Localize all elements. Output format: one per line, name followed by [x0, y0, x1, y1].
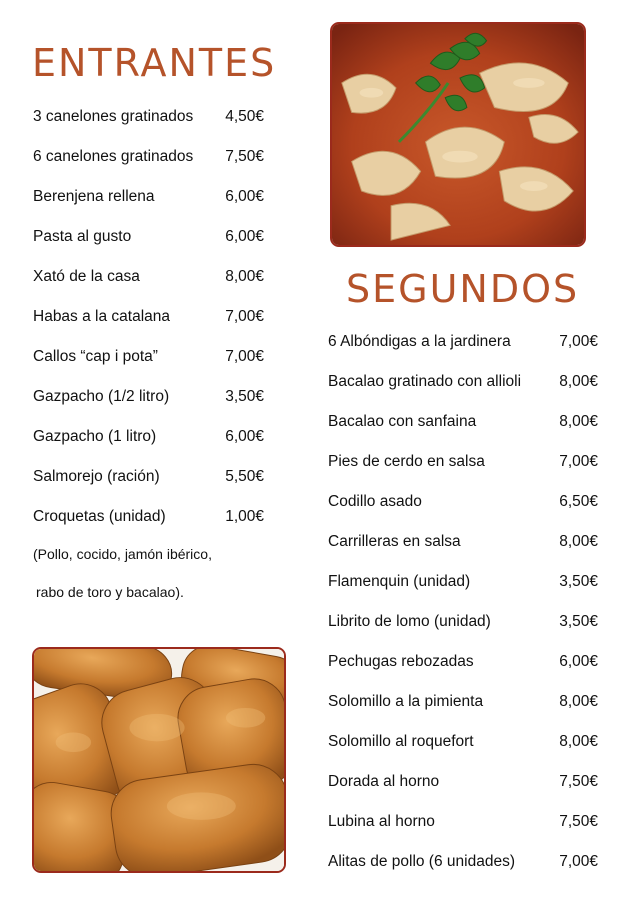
entrantes-menu-item [33, 465, 264, 489]
dish-name: Librito de lomo (unidad) [328, 613, 491, 630]
dish-name: Gazpacho (1 litro) [33, 428, 157, 445]
dish-name: Gazpacho (1/2 litro) [33, 388, 170, 405]
entrantes-menu-item [33, 305, 264, 329]
segundos-menu-item [328, 530, 598, 554]
dish-price: 6,50€ [559, 493, 598, 510]
dish-price: 5,50€ [225, 468, 264, 485]
dish-name: 6 canelones gratinados [33, 148, 194, 165]
dish-name: Bacalao gratinado con allioli [328, 373, 522, 390]
dish-price: 8,00€ [559, 533, 598, 550]
dish-name: Pies de cerdo en salsa [328, 453, 485, 470]
croquetas-photo [32, 647, 286, 873]
dish-name: Berenjena rellena [33, 188, 155, 205]
dish-price: 3,50€ [559, 573, 598, 590]
dish-name: Habas a la catalana [33, 308, 171, 325]
callos-photo [330, 22, 586, 247]
dish-price: 7,00€ [559, 453, 598, 470]
segundos-menu-item [328, 650, 598, 674]
dish-name: Croquetas (unidad) [33, 508, 166, 525]
dish-name: Lubina al horno [328, 813, 435, 830]
dish-price: 1,00€ [225, 508, 264, 525]
dish-name: Pasta al gusto [33, 228, 132, 245]
dish-name: Solomillo al roquefort [328, 733, 474, 750]
entrantes-menu-item [33, 105, 264, 129]
entrantes-menu-item [33, 345, 264, 369]
dish-name: Pechugas rebozadas [328, 653, 474, 670]
dish-price: 7,00€ [225, 348, 264, 365]
segundos-menu-item [328, 610, 598, 634]
entrantes-menu-item [33, 225, 264, 249]
dish-name: 6 Albóndigas a la jardinera [328, 333, 511, 350]
dish-name: Flamenquin (unidad) [328, 573, 471, 590]
dish-price: 7,00€ [225, 308, 264, 325]
dish-price: 7,50€ [559, 773, 598, 790]
segundos-menu-item [328, 810, 598, 834]
entrantes-menu-item [33, 265, 264, 289]
segundos-menu-item [328, 410, 598, 434]
segundos-menu-item [328, 330, 598, 354]
entrantes-menu-item [33, 385, 264, 409]
dish-name: Codillo asado [328, 493, 422, 510]
dish-price: 7,00€ [559, 853, 598, 870]
dish-name: Xató de la casa [33, 268, 140, 285]
dish-name: Callos “cap i pota” [33, 348, 158, 365]
segundos-menu-item [328, 450, 598, 474]
dish-price: 6,00€ [225, 428, 264, 445]
segundos-menu-item [328, 730, 598, 754]
entrantes-menu-item [33, 185, 264, 209]
dish-name: Dorada al horno [328, 773, 440, 790]
segundos-menu-item [328, 490, 598, 514]
entrantes-menu-item [33, 145, 264, 169]
dish-price: 8,00€ [225, 268, 264, 285]
dish-name: Bacalao con sanfaina [328, 413, 477, 430]
dish-price: 7,50€ [559, 813, 598, 830]
dish-price: 7,50€ [225, 148, 264, 165]
dish-price: 6,00€ [225, 228, 264, 245]
dish-name: Solomillo a la pimienta [328, 693, 484, 710]
segundos-menu-item [328, 850, 598, 874]
dish-price: 6,00€ [225, 188, 264, 205]
dish-price: 8,00€ [559, 373, 598, 390]
segundos-menu-item [328, 690, 598, 714]
segundos-menu-item [328, 770, 598, 794]
entrantes-menu-item [33, 505, 264, 529]
dish-price: 8,00€ [559, 693, 598, 710]
dish-name: Carrilleras en salsa [328, 533, 461, 550]
dish-name: Alitas de pollo (6 unidades) [328, 853, 515, 870]
entrantes-title: ENTRANTES [32, 41, 277, 85]
dish-price: 7,00€ [559, 333, 598, 350]
dish-price: 8,00€ [559, 413, 598, 430]
croquetas-note-line-2: rabo de toro y bacalao). [36, 584, 184, 600]
dish-price: 4,50€ [225, 108, 264, 125]
dish-price: 8,00€ [559, 733, 598, 750]
dish-price: 6,00€ [559, 653, 598, 670]
dish-name: Salmorejo (ración) [33, 468, 160, 485]
segundos-menu-item [328, 570, 598, 594]
dish-price: 3,50€ [559, 613, 598, 630]
dish-name: 3 canelones gratinados [33, 108, 194, 125]
dish-price: 3,50€ [225, 388, 264, 405]
croquetas-note-line-1: (Pollo, cocido, jamón ibérico, [33, 546, 212, 562]
segundos-menu-item [328, 370, 598, 394]
entrantes-menu-item [33, 425, 264, 449]
segundos-title: SEGUNDOS [346, 267, 580, 311]
